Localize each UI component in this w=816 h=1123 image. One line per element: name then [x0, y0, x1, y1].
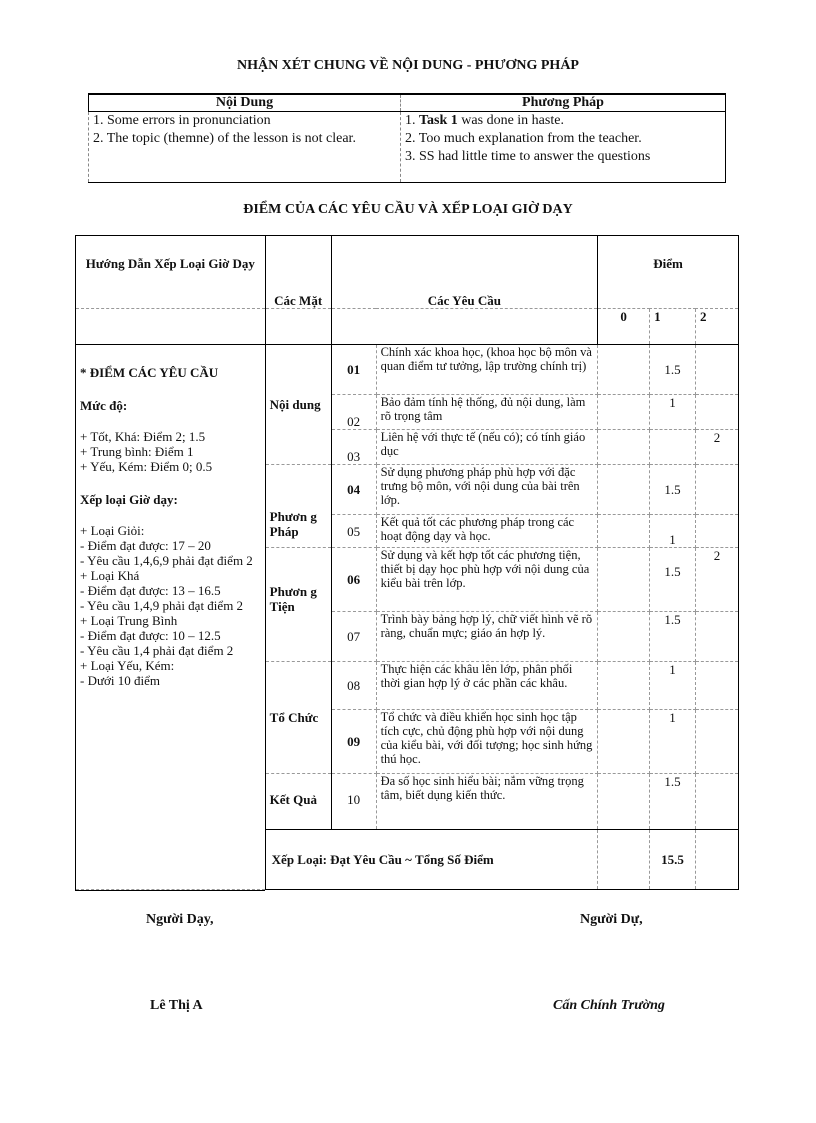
- req-score: 1.5: [650, 612, 696, 662]
- rank-item: - Yêu cầu 1,4,6,9 phải đạt điểm 2: [80, 553, 253, 568]
- level-item: + Tốt, Khá: Điểm 2; 1.5: [80, 429, 206, 444]
- content-item: 1. Some errors in pronunciation: [93, 113, 271, 128]
- req-score: 1: [650, 515, 696, 548]
- req-no: 10: [331, 774, 376, 830]
- req-no: 08: [331, 662, 376, 710]
- content-header: Nội Dung: [89, 94, 401, 112]
- rank-item: + Loại Khá: [80, 568, 140, 583]
- req-score: 1: [650, 662, 696, 710]
- rank-label: Xếp Loại: Đạt Yêu Cầu ~ Tổng Số Điểm: [265, 830, 597, 890]
- req-text: Đa số học sinh hiểu bài; nắm vững trọng tâm, biết dụng kiến thức.: [376, 774, 598, 830]
- req-text: Liên hệ với thực tế (nếu có); có tính giáo dục: [376, 430, 598, 465]
- req-score: [696, 612, 739, 662]
- requirements-header: Các Yêu Cầu: [331, 236, 598, 309]
- observer-name: Cấn Chính Trường: [553, 998, 665, 1013]
- req-text: Sử dụng và kết hợp tốt các phương tiện, thiết bị dạy học phù hợp với nội dung của kiểu bài trên lớp.: [376, 548, 598, 612]
- rank-item: - Yêu cầu 1,4,9 phải đạt điểm 2: [80, 598, 244, 613]
- rank-item: + Loại Yếu, Kém:: [80, 658, 175, 673]
- rank-item: - Điểm đạt được: 10 – 12.5: [80, 628, 221, 643]
- content-item: 2. The topic (themne) of the lesson is not clear.: [93, 131, 356, 146]
- req-score: [650, 430, 696, 465]
- rank-item: - Dưới 10 điểm: [80, 673, 160, 688]
- rank-item: - Điểm đạt được: 13 – 16.5: [80, 583, 221, 598]
- points-header: Điểm: [598, 236, 739, 309]
- comments-title: NHẬN XÉT CHUNG VỀ NỘI DUNG - PHƯƠNG PHÁP: [237, 58, 579, 73]
- rank-title: Xếp loại Giờ dạy:: [80, 492, 178, 507]
- method-item: 1. Task 1 was done in haste.: [405, 113, 564, 128]
- req-no: 07: [331, 612, 376, 662]
- req-no: 05: [331, 515, 376, 548]
- table-bottom-border: [75, 890, 265, 891]
- req-score: [696, 662, 739, 710]
- method-cell: [401, 112, 726, 183]
- req-no: 04: [331, 465, 376, 515]
- scores-title: ĐIỂM CỦA CÁC YÊU CẦU VÀ XẾP LOẠI GIỜ DẠY: [243, 202, 573, 217]
- req-score: 1.5: [650, 345, 696, 395]
- req-text: Trình bày bảng hợp lý, chữ viết hình vẽ rõ ràng, chuẩn mực; giáo án hợp lý.: [376, 612, 598, 662]
- req-score: [696, 465, 739, 515]
- guide-header: Hướng Dẫn Xếp Loại Giờ Dạy: [76, 236, 266, 309]
- rank-item: - Yêu cầu 1,4 phải đạt điểm 2: [80, 643, 234, 658]
- req-score: [696, 345, 739, 395]
- level-title: Mức độ:: [80, 398, 128, 413]
- comments-table: [88, 93, 726, 183]
- rank-item: + Loại Giỏi:: [80, 523, 145, 538]
- guide-cell: [76, 345, 266, 890]
- teacher-name: Lê Thị A: [150, 998, 203, 1013]
- req-score: 1.5: [650, 774, 696, 830]
- req-score: 2: [696, 548, 739, 612]
- req-text: Sử dụng phương pháp phù hợp với đặc trưng bộ môn, với nội dung của bài trên lớp.: [376, 465, 598, 515]
- req-score: 1: [650, 710, 696, 774]
- observer-label: Người Dự,: [580, 912, 643, 927]
- content-cell: [89, 112, 401, 183]
- req-no: 02: [331, 395, 376, 430]
- req-score: [696, 774, 739, 830]
- req-no: 09: [331, 710, 376, 774]
- req-text: Bảo đảm tính hệ thống, đủ nội dung, làm rõ trọng tâm: [376, 395, 598, 430]
- req-score: 2: [696, 430, 739, 465]
- req-text: Thực hiện các khâu lên lớp, phân phối thời gian hợp lý ở các phần các khâu.: [376, 662, 598, 710]
- req-text: Chính xác khoa học, (khoa học bộ môn và quan điểm tư tưởng, lập trường chính trị): [376, 345, 598, 395]
- req-score: 1.5: [650, 465, 696, 515]
- rank-item: + Loại Trung Bình: [80, 613, 178, 628]
- req-score: 1: [650, 395, 696, 430]
- req-score: [696, 515, 739, 548]
- scores-table: [75, 235, 739, 890]
- level-item: + Trung bình: Điểm 1: [80, 444, 194, 459]
- method-header: Phương Pháp: [401, 94, 726, 112]
- aspect-to-chuc: Tổ Chức: [265, 662, 331, 774]
- req-no: 01: [331, 345, 376, 395]
- points-col-2: 2: [696, 309, 739, 345]
- req-score: [696, 395, 739, 430]
- aspect-phuong-tien: Phươn g Tiện: [265, 548, 331, 662]
- method-item: 3. SS had little time to answer the questions: [405, 149, 651, 164]
- aspect-phuong-phap: Phươn g Pháp: [265, 465, 331, 548]
- req-score: 1.5: [650, 548, 696, 612]
- req-no: 03: [331, 430, 376, 465]
- points-col-0: 0: [598, 309, 650, 345]
- points-col-1: 1: [650, 309, 696, 345]
- total-score: 15.5: [650, 830, 696, 890]
- guide-heading: * ĐIỂM CÁC YÊU CẦU: [80, 365, 219, 380]
- req-no: 06: [331, 548, 376, 612]
- aspect-header: Các Mặt: [265, 236, 331, 309]
- req-score: [696, 710, 739, 774]
- req-text: Tổ chức và điều khiển học sinh học tập tích cực, chủ động phù hợp với nội dung của kiểu bài, với đối tượng; học sinh hứng thú học.: [376, 710, 598, 774]
- teacher-label: Người Dạy,: [146, 912, 214, 927]
- req-text: Kết quả tốt các phương pháp trong các hoạt động dạy và học.: [376, 515, 598, 548]
- method-item: 2. Too much explanation from the teacher.: [405, 131, 642, 146]
- rank-item: - Điểm đạt được: 17 – 20: [80, 538, 211, 553]
- level-item: + Yếu, Kém: Điểm 0; 0.5: [80, 459, 213, 474]
- aspect-noi-dung: Nội dung: [265, 345, 331, 465]
- aspect-ket-qua: Kết Quả: [265, 774, 331, 830]
